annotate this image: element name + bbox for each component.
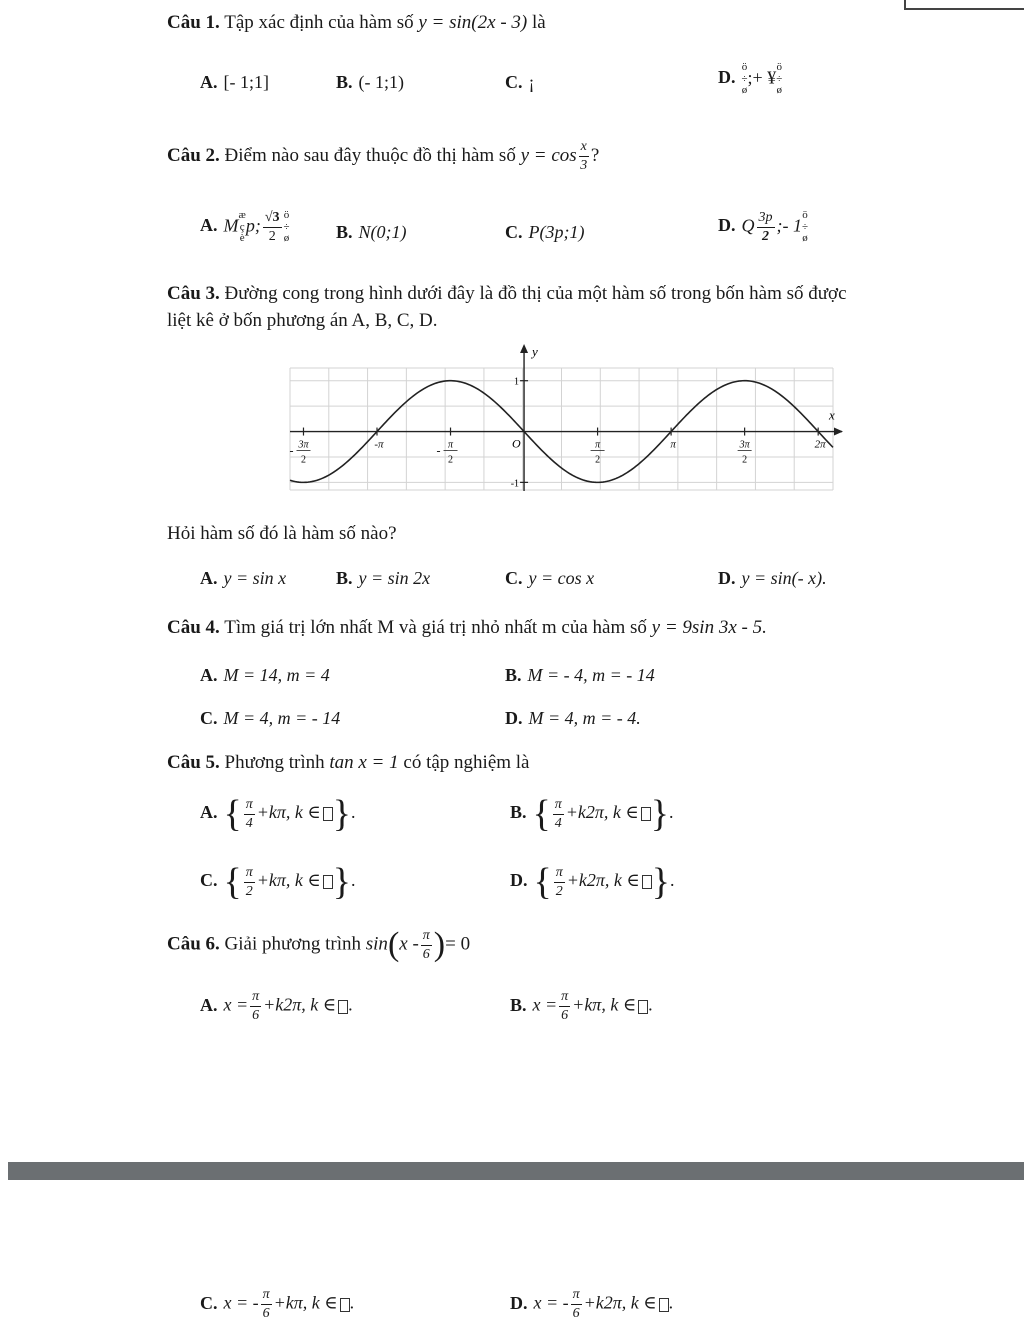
page-corner-border [904, 0, 1024, 10]
graph-grid [290, 368, 833, 490]
q4-option-b[interactable]: B. M = - 4, m = - 14 [505, 665, 655, 685]
question-3-line2: liệt kê ở bốn phương án A, B, C, D. [167, 310, 438, 331]
left-brace-glyph: { [533, 861, 552, 903]
question-1-formula: y = sin(2x - 3) [418, 12, 528, 33]
left-brace-glyph: { [223, 861, 242, 903]
q1-option-d[interactable]: D.ö ÷ ø;+ ¥ö ÷ ø [718, 61, 783, 97]
left-brace-glyph: { [223, 793, 242, 835]
q2-option-a[interactable]: A. Mæ ç èp; $\frac{√3}{2}$ ö ÷ ø [200, 209, 290, 245]
garbled-bracket-glyph: ö ÷ ø [741, 61, 748, 97]
right-brace-glyph: } [650, 793, 669, 835]
q3-option-d[interactable]: D. y = sin(- x). [718, 568, 827, 588]
garbled-bracket-glyph: ö ÷ ø [776, 61, 783, 97]
question-4-formula: y = 9sin 3x - 5. [651, 617, 767, 638]
integer-set-glyph [338, 1000, 348, 1014]
garbled-bracket-glyph: æ ç è [238, 209, 246, 245]
question-4-text: Tìm giá trị lớn nhất M và giá trị nhỏ nhất m của hàm số [224, 617, 647, 638]
x-tick-fraction [437, 440, 458, 466]
q3-option-b[interactable]: B. y = sin 2x [336, 568, 431, 588]
integer-set-glyph [638, 1000, 648, 1014]
integer-set-glyph [323, 875, 333, 889]
x-tick-den: 2 [300, 454, 306, 466]
q2-a-fraction: $\frac{√3}{2}$ [264, 209, 280, 244]
q4-option-c[interactable]: C. M = 4, m = - 14 [200, 708, 341, 728]
x-tick-fraction [738, 440, 752, 466]
y-axis-label: y [532, 344, 538, 359]
question-1-stem [167, 12, 546, 34]
x-tick-den: 2 [448, 454, 454, 466]
graph-axes [290, 344, 843, 491]
right-brace-glyph: } [332, 861, 351, 903]
x-tick-den: 2 [742, 454, 748, 466]
left-paren-glyph: ( [387, 926, 400, 963]
x-tick-fraction [289, 440, 310, 466]
question-6-label: Câu 6. [167, 933, 220, 955]
q5-option-d[interactable]: D. { $\frac{\pi}{2}$ +k2π, k ∈ }. [510, 861, 675, 903]
graph-ticks [289, 377, 826, 490]
x-tick-label: -π [374, 438, 384, 451]
origin-label: O [512, 436, 521, 451]
q6-d-fraction: $\frac{\pi}{6}$ [572, 1287, 580, 1321]
question-2-tail: ? [590, 144, 600, 166]
question-3-stem [167, 283, 847, 305]
y-tick-label: 1 [514, 376, 520, 388]
question-5-label: Câu 5. [167, 752, 220, 773]
question-4-stem [167, 617, 767, 639]
viewport-edge [0, 1162, 8, 1180]
q3-option-c[interactable]: C. y = cos x [505, 568, 595, 588]
q1-option-a[interactable]: A. [- 1;1] [200, 72, 269, 92]
q5-option-a[interactable]: A. { $\frac{\pi}{4}$ +kπ, k ∈ }. [200, 793, 356, 835]
x-tick-num: 3π [298, 439, 309, 451]
q6-option-d[interactable]: D. x = - $\frac{\pi}{6}$ +k2π, k ∈ . [510, 1287, 674, 1321]
right-paren-glyph: ) [433, 926, 446, 963]
q6-a-fraction: $\frac{\pi}{6}$ [252, 989, 260, 1023]
question-5-text: Phương trình [224, 752, 325, 773]
x-axis-arrow [834, 428, 843, 436]
y-tick-label: -1 [510, 478, 520, 490]
question-6-text: Giải phương trình [224, 933, 361, 955]
question-5-formula: tan x = 1 [329, 752, 399, 773]
sine-graph [285, 340, 845, 495]
x-tick-num: π [595, 439, 601, 451]
q5-option-b[interactable]: B. { $\frac{\pi}{4}$ +k2π, k ∈ }. [510, 793, 674, 835]
q5-c-fraction: $\frac{\pi}{2}$ [245, 864, 253, 899]
q2-option-b[interactable]: B. N(0;1) [336, 222, 407, 242]
q1-option-b[interactable]: B. (- 1;1) [336, 72, 404, 92]
integer-set-glyph [642, 875, 652, 889]
q4-option-d[interactable]: D. M = 4, m = - 4. [505, 708, 641, 728]
x-axis-label: x [829, 407, 835, 423]
q5-d-fraction: $\frac{\pi}{2}$ [555, 864, 563, 899]
q2-d-fraction: $\frac{3p}{2}$ [758, 209, 773, 244]
x-tick-label: π [670, 438, 676, 451]
q6-option-c[interactable]: C. x = - $\frac{\pi}{6}$ +kπ, k ∈ . [200, 1287, 355, 1321]
question-5-tail: có tập nghiệm là [403, 752, 530, 773]
question-3-label: Câu 3. [167, 283, 220, 304]
x-tick-fraction [591, 440, 605, 466]
question-2-formula: y = cos [520, 144, 577, 166]
q2-option-c[interactable]: C. P(3p;1) [505, 222, 585, 242]
q2-option-d[interactable]: D. Q $\frac{3p}{2}$ ;- 1ö ÷ ø [718, 209, 809, 245]
x-tick-sign: - [436, 443, 441, 458]
question-6-stem [167, 928, 470, 962]
y-axis-arrow [520, 344, 528, 353]
integer-set-glyph [340, 1298, 350, 1312]
question-3-line1: Đường cong trong hình dưới đây là đồ thị của một hàm số trong bốn hàm số được [224, 283, 847, 304]
x-tick-num: 3π [739, 439, 750, 451]
question-2-fraction: $\frac{x}{3}$ [580, 139, 588, 173]
question-5-stem [167, 752, 530, 774]
question-1-label: Câu 1. [167, 12, 220, 33]
q5-a-fraction: $\frac{\pi}{4}$ [245, 796, 253, 831]
question-4-label: Câu 4. [167, 617, 220, 638]
right-brace-glyph: } [332, 793, 351, 835]
question-1-text: Tập xác định của hàm số [224, 12, 414, 33]
x-tick-label: 2π [814, 438, 826, 451]
q6-option-b[interactable]: B. x = $\frac{\pi}{6}$ +kπ, k ∈ . [510, 989, 653, 1023]
right-brace-glyph: } [651, 861, 670, 903]
q6-b-fraction: $\frac{\pi}{6}$ [561, 989, 569, 1023]
garbled-bracket-glyph: ö ÷ ø [283, 209, 290, 245]
integer-set-glyph [323, 807, 333, 821]
question-6-fraction: $\frac{\pi}{6}$ [422, 927, 430, 962]
garbled-bracket-glyph: ö ÷ ø [802, 209, 809, 245]
q5-b-fraction: $\frac{\pi}{4}$ [554, 796, 562, 831]
question-2-stem [167, 140, 599, 173]
question-6-tail: = 0 [445, 933, 471, 955]
q3-option-a[interactable]: A. y = sin x [200, 568, 287, 588]
q6-c-fraction: $\frac{\pi}{6}$ [262, 1287, 270, 1321]
question-1-tail: là [531, 12, 546, 33]
question-2-text: Điểm nào sau đây thuộc đồ thị hàm số [224, 144, 516, 166]
integer-set-glyph [641, 807, 651, 821]
q4-option-a[interactable]: A. M = 14, m = 4 [200, 665, 330, 685]
x-tick-den: 2 [595, 454, 601, 466]
q1-option-c[interactable]: C. ¡ [505, 72, 535, 92]
integer-set-glyph [659, 1298, 669, 1312]
question-2-label: Câu 2. [167, 144, 220, 166]
left-brace-glyph: { [532, 793, 551, 835]
q5-option-c[interactable]: C. { $\frac{\pi}{2}$ +kπ, k ∈ }. [200, 861, 356, 903]
x-tick-num: π [448, 439, 454, 451]
page-break-divider [8, 1162, 1024, 1180]
q6-option-a[interactable]: A. x = $\frac{\pi}{6}$ +k2π, k ∈ . [200, 989, 353, 1023]
question-6-inner: x - [399, 933, 419, 955]
question-6-sin: sin [365, 933, 388, 955]
question-3-question: Hỏi hàm số đó là hàm số nào? [167, 523, 397, 544]
x-tick-sign: - [289, 443, 294, 458]
